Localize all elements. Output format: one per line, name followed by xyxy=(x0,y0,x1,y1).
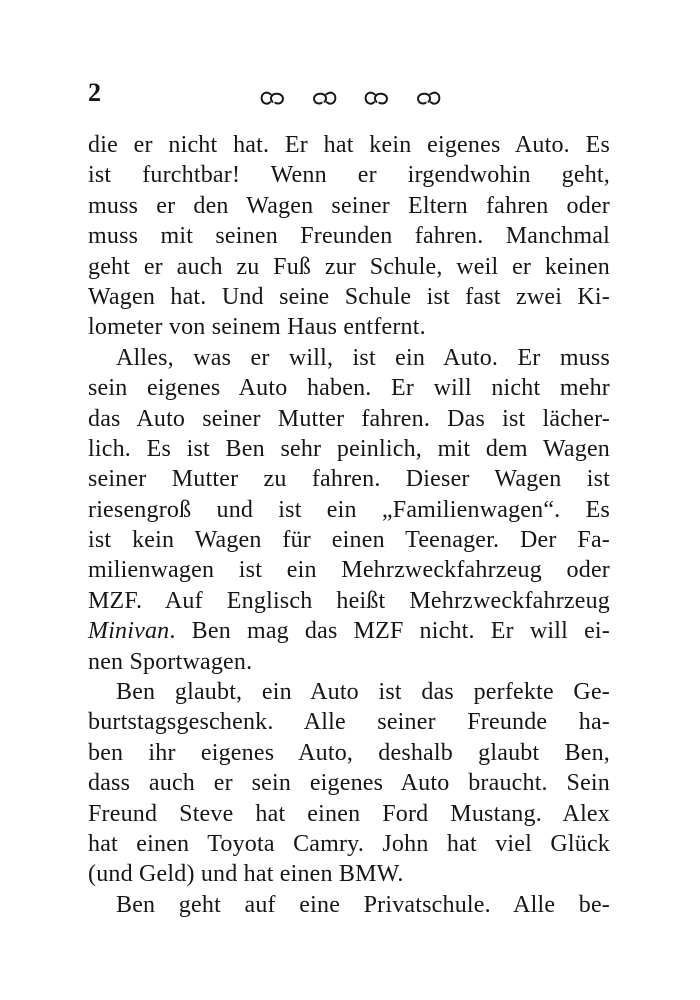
text-line: seiner Mutter zu fahren. Dieser Wagen ist xyxy=(88,466,610,493)
text-line: das Auto seiner Mutter fahren. Das ist lächer- xyxy=(88,405,610,432)
scroll-fleuron-icon xyxy=(258,90,287,107)
text-line: muss mit seinen Freunden fahren. Manchmal xyxy=(88,223,610,250)
text-line: MZF. Auf Englisch heißt Mehrzweckfahrzeug xyxy=(88,587,610,614)
scroll-fleuron-mirrored-icon xyxy=(414,90,443,107)
text-line: muss er den Wagen seiner Eltern fahren oder xyxy=(88,192,610,219)
text-line: ist furchtbar! Wenn er irgendwohin geht, xyxy=(88,162,610,189)
text-line: die er nicht hat. Er hat kein eigenes Auto. Es xyxy=(88,132,610,158)
text-line: Minivan. Ben mag das MZF nicht. Er will ei- xyxy=(88,618,610,645)
text-line: lich. Es ist Ben sehr peinlich, mit dem Wagen xyxy=(88,435,610,462)
text-line: burtstagsgeschenk. Alle seiner Freunde ha- xyxy=(88,709,610,736)
body-text-block xyxy=(88,130,610,920)
text-line: milienwagen ist ein Mehrzweckfahrzeug oder xyxy=(88,557,610,584)
page-number: 2 xyxy=(88,78,101,107)
text-line: sein eigenes Auto haben. Er will nicht mehr xyxy=(88,375,610,402)
text-line: lometer von seinem Haus entfernt. xyxy=(88,314,426,341)
ornament-row xyxy=(88,90,612,107)
text-line: hat einen Toyota Camry. John hat viel Glück xyxy=(88,830,610,857)
text-line: ist kein Wagen für einen Teenager. Der Fa- xyxy=(88,527,610,554)
page-header xyxy=(88,78,612,110)
scroll-fleuron-icon xyxy=(362,90,391,107)
italic-word: Minivan xyxy=(88,618,170,645)
text-line: geht er auch zu Fuß zur Schule, weil er keinen xyxy=(88,253,610,280)
text-line: Freund Steve hat einen Ford Mustang. Alex xyxy=(88,800,610,827)
text-line: dass auch er sein eigenes Auto braucht. Sein xyxy=(88,770,610,797)
text-line: ben ihr eigenes Auto, deshalb glaubt Ben, xyxy=(88,739,610,766)
text-line: Alles, was er will, ist ein Auto. Er muss xyxy=(116,344,610,371)
text-line: Ben glaubt, ein Auto ist das perfekte Ge- xyxy=(116,679,610,706)
text-line: riesengroß und ist ein „Familienwagen“. Es xyxy=(88,496,610,523)
text-line: nen Sportwagen. xyxy=(88,648,253,675)
text-line: Wagen hat. Und seine Schule ist fast zwei Ki- xyxy=(88,283,610,310)
text-line: (und Geld) und hat einen BMW. xyxy=(88,861,404,888)
scroll-fleuron-mirrored-icon xyxy=(310,90,339,107)
text-line: Ben geht auf eine Privatschule. Alle be- xyxy=(116,891,610,918)
